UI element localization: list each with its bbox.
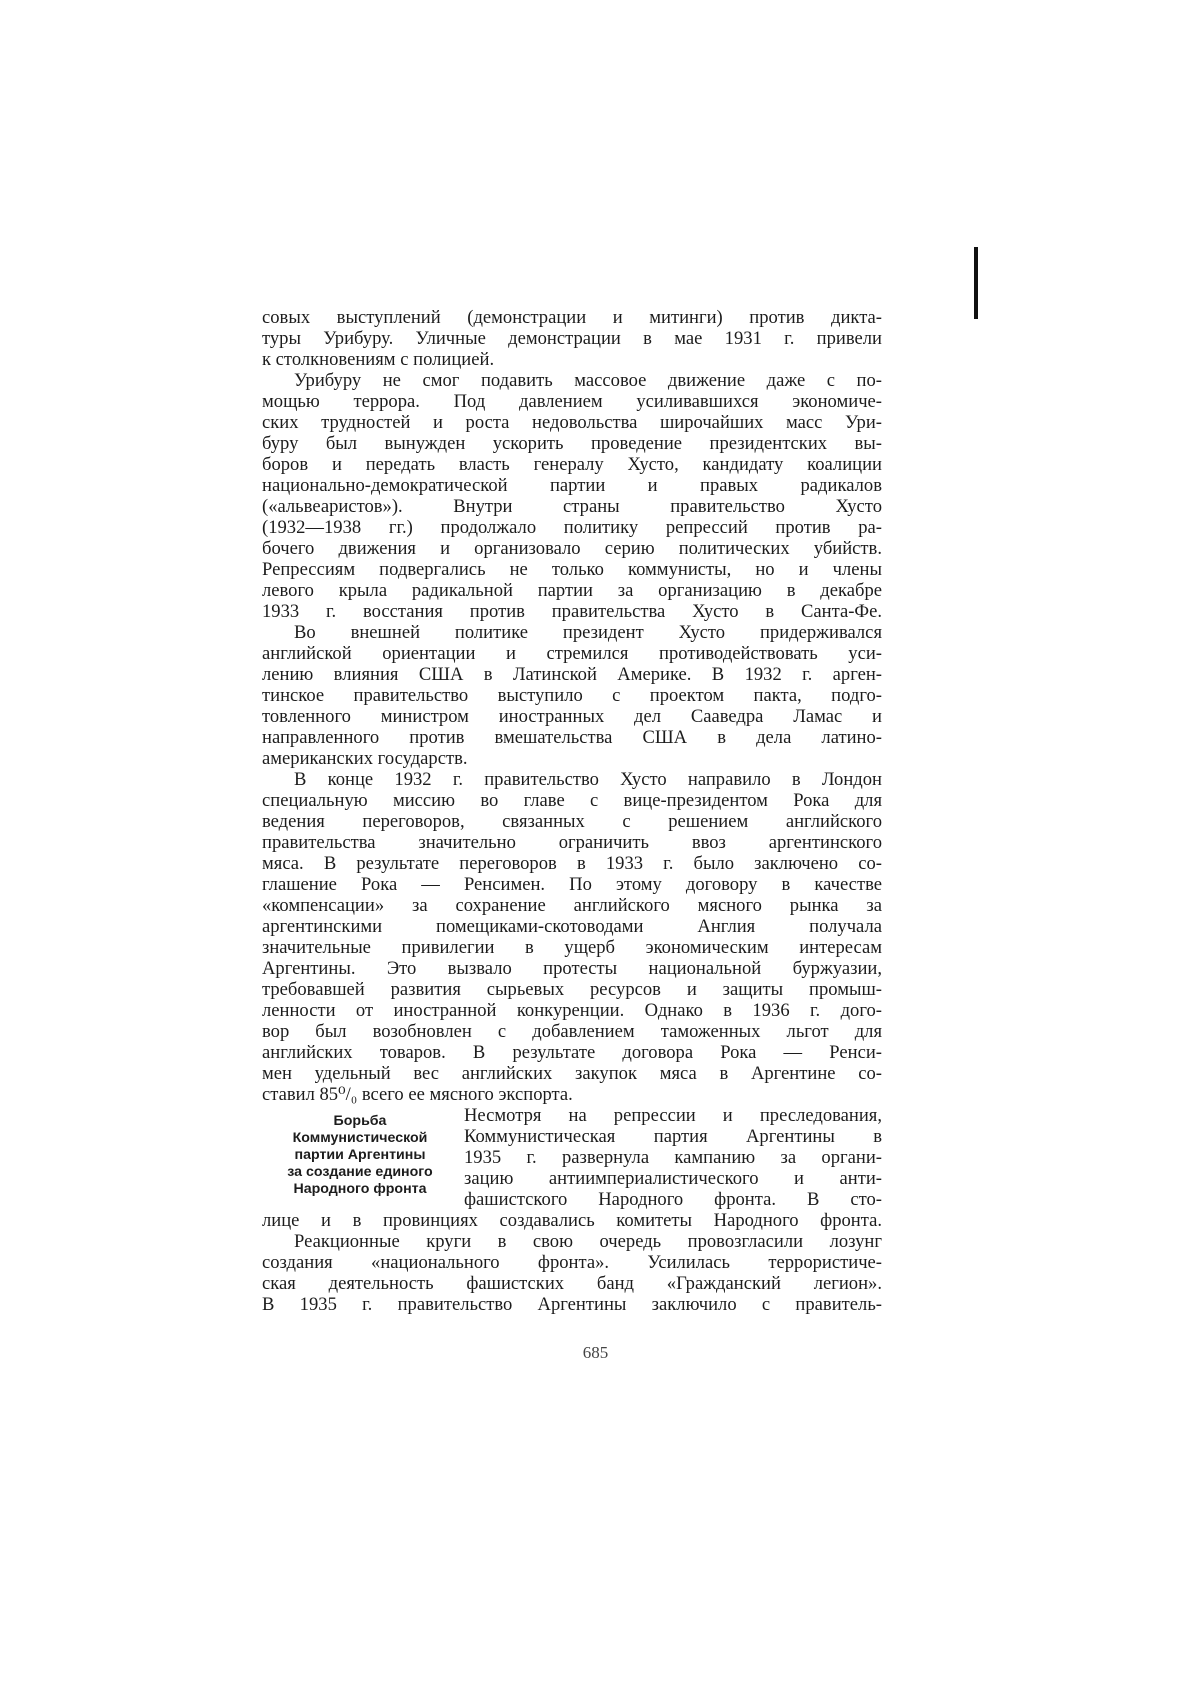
text-line: Коммунистическая партия Аргентины в xyxy=(464,1126,882,1147)
text-line: туры Урибуру. Уличные демонстрации в мае 1931 г. привели xyxy=(262,328,882,349)
sidebar-heading-line: Народного фронта xyxy=(293,1181,427,1197)
text-line: ская деятельность фашистских банд «Гражданский легион». xyxy=(262,1273,882,1294)
text-line: фашистского Народного фронта. В сто- xyxy=(464,1189,882,1210)
text-line: американских государств. xyxy=(262,748,468,769)
text-line: английских товаров. В результате договора Рока — Ренси- xyxy=(262,1042,882,1063)
text-line: В 1935 г. правительство Аргентины заключило с правитель- xyxy=(262,1294,882,1315)
text-line: тинское правительство выступило с проектом пакта, подго- xyxy=(262,685,882,706)
text-line: к столкновениям с полицией. xyxy=(262,349,495,370)
sidebar-heading-line: партии Аргентины xyxy=(294,1147,426,1163)
text-line: создания «национального фронта». Усилилась террористиче- xyxy=(262,1252,882,1273)
text-line: бочего движения и организовало серию политических убийств. xyxy=(262,538,882,559)
margin-bar xyxy=(974,247,978,319)
paragraph-final xyxy=(262,1231,882,1315)
text-line: ставил 85⁰/₀ всего ее мясного экспорта. xyxy=(262,1084,573,1105)
text-line: («альвеаристов»). Внутри страны правительство Хусто xyxy=(262,496,882,517)
text-line: ленности от иностранной конкуренции. Однако в 1936 г. дого- xyxy=(262,1000,882,1021)
text-line: 1935 г. развернула кампанию за органи- xyxy=(464,1147,882,1168)
text-line: правительства значительно ограничить ввоз аргентинского xyxy=(262,832,882,853)
text-line: направленного против вмешательства США в дела латино- xyxy=(262,727,882,748)
text-line: английской ориентации и стремился противодействовать уси- xyxy=(262,643,882,664)
text-line: 1933 г. восстания против правительства Хусто в Санта-Фе. xyxy=(262,601,882,622)
text-line: Репрессиям подвергались не только коммунисты, но и члены xyxy=(262,559,882,580)
sidebar-section xyxy=(262,1105,882,1210)
text-line: мяса. В результате переговоров в 1933 г. было заключено со- xyxy=(262,853,882,874)
sidebar-adjacent-text xyxy=(464,1105,882,1210)
text-line: Урибуру не смог подавить массовое движение даже с по- xyxy=(294,370,882,391)
text-line: Несмотря на репрессии и преследования, xyxy=(464,1105,882,1126)
text-line: ведения переговоров, связанных с решением английского xyxy=(262,811,882,832)
text-line: аргентинскими помещиками-скотоводами Англия получала xyxy=(262,916,882,937)
text-line: левого крыла радикальной партии за организацию в декабре xyxy=(262,580,882,601)
text-line: мен удельный вес английских закупок мяса в Аргентине со- xyxy=(262,1063,882,1084)
text-line: лению влияния США в Латинской Америке. В 1932 г. арген- xyxy=(262,664,882,685)
text-line: Реакционные круги в свою очередь провозгласили лозунг xyxy=(294,1231,882,1252)
text-line: Во внешней политике президент Хусто придерживался xyxy=(294,622,882,643)
text-line: вор был возобновлен с добавлением таможенных льгот для xyxy=(262,1021,882,1042)
text-line: зацию антиимпериалистического и анти- xyxy=(464,1168,882,1189)
text-line: «компенсации» за сохранение английского мясного рынка за xyxy=(262,895,882,916)
text-line: требовавшей развития сырьевых ресурсов и защиты промыш- xyxy=(262,979,882,1000)
paragraph-2 xyxy=(262,370,882,622)
sidebar-heading-line: Борьба xyxy=(333,1113,387,1129)
sidebar-heading xyxy=(262,1113,458,1198)
text-line: (1932—1938 гг.) продолжало политику репрессий против ра- xyxy=(262,517,882,538)
text-line: Аргентины. Это вызвало протесты национальной буржуазии, xyxy=(262,958,882,979)
page-number: 685 xyxy=(582,1343,609,1362)
paragraph-4 xyxy=(262,769,882,1105)
sidebar-heading-line: Коммунистической xyxy=(292,1130,428,1146)
text-line: В конце 1932 г. правительство Хусто направило в Лондон xyxy=(294,769,882,790)
text-line: лице и в провинциях создавались комитеты Народного фронта. xyxy=(262,1210,882,1231)
paragraph-3 xyxy=(262,622,882,769)
text-line: совых выступлений (демонстрации и митинги) против дикта- xyxy=(262,307,882,328)
text-line: специальную миссию во главе с вице-президентом Рока для xyxy=(262,790,882,811)
text-line: глашение Рока — Ренсимен. По этому договору в качестве xyxy=(262,874,882,895)
text-line: товленного министром иностранных дел Сааведра Ламас и xyxy=(262,706,882,727)
sidebar-heading-line: за создание единого xyxy=(287,1164,433,1180)
text-line: значительные привилегии в ущерб экономическим интересам xyxy=(262,937,882,958)
text-line: национально-демократической партии и правых радикалов xyxy=(262,475,882,496)
text-line: боров и передать власть генералу Хусто, кандидату коалиции xyxy=(262,454,882,475)
text-line: ских трудностей и роста недовольства широчайших масс Ури- xyxy=(262,412,882,433)
text-line: буру был вынужден ускорить проведение президентских вы- xyxy=(262,433,882,454)
text-column xyxy=(262,307,882,1315)
paragraph-1 xyxy=(262,307,882,370)
text-line: мощью террора. Под давлением усиливавшихся экономиче- xyxy=(262,391,882,412)
